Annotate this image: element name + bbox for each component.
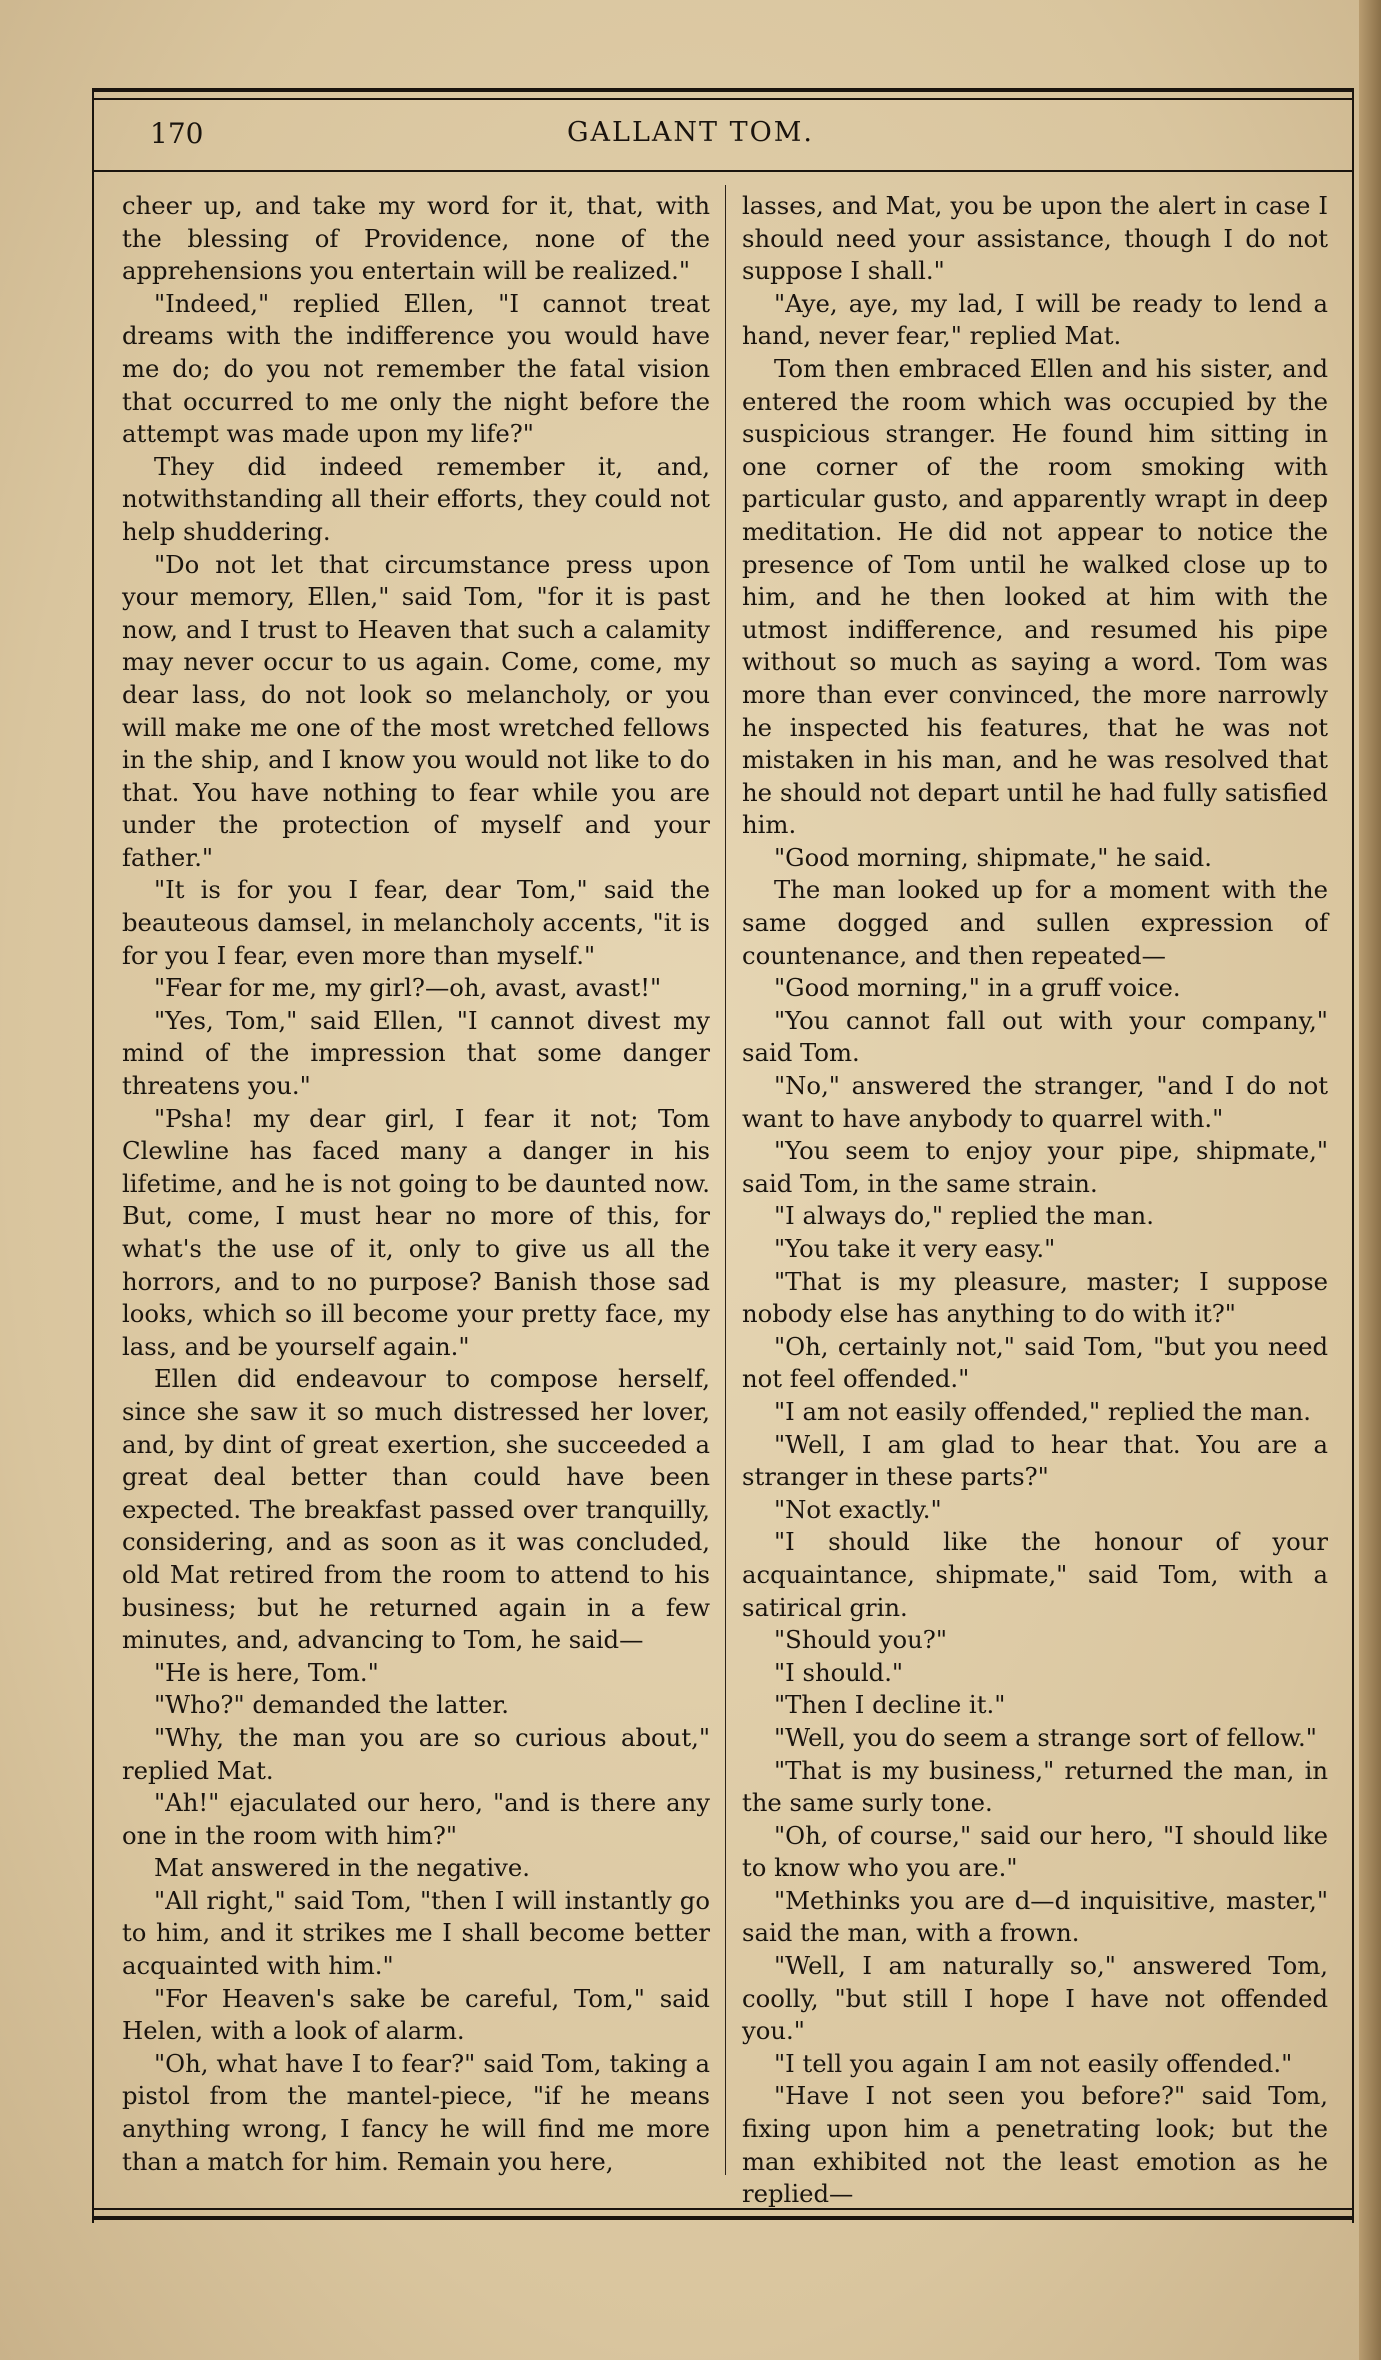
top-rule-thin <box>92 98 1354 100</box>
paragraph: "Ah!" ejaculated our hero, "and is there any one in the room with him?" <box>122 1788 710 1850</box>
paragraph: "Not exactly." <box>774 1494 942 1524</box>
paragraph: "Why, the man you are so curious about," replied Mat. <box>122 1722 710 1785</box>
paragraph: "Well, you do seem a strange sort of fellow." <box>774 1722 1317 1752</box>
paragraph: "He is here, Tom." <box>154 1657 379 1687</box>
paragraph: "Oh, certainly not," said Tom, "but you need not feel offended." <box>742 1331 1328 1394</box>
paragraph: "You seem to enjoy your pipe, shipmate," said Tom, in the same strain. <box>742 1136 1328 1198</box>
paragraph: "Methinks you are d—d inquisitive, master," said the man, with a frown. <box>742 1885 1328 1948</box>
paragraph: Mat answered in the negative. <box>154 1853 530 1883</box>
paragraph: They did indeed remember it, and, notwithstanding all their efforts, they could not help shuddering. <box>122 451 710 546</box>
paragraph: "Then I decline it." <box>774 1690 1006 1720</box>
left-border-rule <box>92 88 94 2223</box>
paragraph: "Well, I am glad to hear that. You are a stranger in these parts?" <box>742 1429 1328 1492</box>
paragraph: "Should you?" <box>774 1625 947 1655</box>
right-column <box>742 190 1328 2211</box>
left-column <box>122 190 710 2178</box>
page-number: 170 <box>150 117 204 150</box>
paragraph: "Oh, of course," said our hero, "I should like to know who you are." <box>742 1820 1328 1883</box>
paragraph: "That is my pleasure, master; I suppose nobody else has anything to do with it?" <box>742 1266 1328 1329</box>
paragraph: "Oh, what have I to fear?" said Tom, taking a pistol from the mantel-piece, "if he means anything wrong, I fancy he will find me more than a match for him. Remain you here, <box>122 2048 710 2176</box>
paragraph: "Indeed," replied Ellen, "I cannot treat dreams with the indifference you would have me do; do you not remember the fatal vision that occurred to me only the night before the attempt was made upon my life?" <box>122 288 710 449</box>
paragraph: "I should." <box>774 1657 904 1687</box>
page-edge <box>1359 0 1381 2360</box>
paragraph: "Aye, aye, my lad, I will be ready to lend a hand, never fear," replied Mat. <box>742 288 1328 351</box>
paragraph: "For Heaven's sake be careful, Tom," said Helen, with a look of alarm. <box>122 1983 710 2046</box>
paragraph: Ellen did endeavour to compose herself, since she saw it so much distressed her lover, and, by dint of great exertion, she succeeded a great deal better than could have been expected. The breakfast passed over tranquilly, considering, and as soon as it was concluded, old Mat retired from the room to attend to his business; but he returned again in a few minutes, and, advancing to Tom, he said— <box>122 1364 710 1655</box>
right-border-rule <box>1352 88 1354 2223</box>
paragraph: "I should like the honour of your acquaintance, shipmate," said Tom, with a satirical grin. <box>742 1527 1328 1622</box>
paragraph: lasses, and Mat, you be upon the alert in case I should need your assistance, though I do not suppose I shall." <box>742 191 1328 286</box>
top-rule-thick <box>92 88 1354 92</box>
paragraph: "That is my business," returned the man, in the same surly tone. <box>742 1755 1328 1818</box>
paragraph: "I tell you again I am not easily offended." <box>774 2048 1293 2078</box>
paragraph: "No," answered the stranger, "and I do not want to have anybody to quarrel with." <box>742 1071 1328 1133</box>
paragraph: "Good morning," in a gruff voice. <box>774 973 1181 1003</box>
paragraph: "Who?" demanded the latter. <box>154 1690 510 1720</box>
header-rule <box>92 170 1354 172</box>
paragraph: "Do not let that circumstance press upon your memory, Ellen," said Tom, "for it is past now, and I trust to Heaven that such a calamity may never occur to us again. Come, come, my dear lass, do not look so melancholy, or you will make me one of the most wretched fellows in the ship, and I know you would not like to do that. You have nothing to fear while you are under the protection of myself and your father." <box>122 549 710 872</box>
paragraph: "Psha! my dear girl, I fear it not; Tom Clewline has faced many a danger in his lifetime, and he is not going to be daunted now. But, come, I must hear no more of this, for what's the use of it, only to give us all the horrors, and to no purpose? Banish those sad looks, which so ill become your pretty face, my lass, and be yourself again." <box>122 1103 710 1361</box>
paragraph: "You take it very easy." <box>774 1234 1056 1263</box>
paragraph: "Have I not seen you before?" said Tom, fixing upon him a penetrating look; but the man exhibited not the least emotion as he replied— <box>742 2081 1328 2209</box>
column-divider <box>725 185 726 2175</box>
paragraph: The man looked up for a moment with the same dogged and sullen expression of countenance, and then repeated— <box>742 875 1328 970</box>
paragraph: "Fear for me, my girl?—oh, avast, avast!" <box>154 973 662 1003</box>
paragraph: "I always do," replied the man. <box>774 1201 1154 1231</box>
running-title: GALLANT TOM. <box>566 117 814 148</box>
paragraph: "I am not easily offended," replied the man. <box>774 1396 1312 1426</box>
paragraph: Tom then embraced Ellen and his sister, and entered the room which was occupied by the suspicious stranger. He found him sitting in one corner of the room smoking with particular gusto, and apparently wrapt in deep meditation. He did not appear to notice the presence of Tom until he walked close up to him, and he then looked at him with the utmost indifference, and resumed his pipe without so much as saying a word. Tom was more than ever convinced, the more narrowly he inspected his features, that he was not mistaken in his man, and he was resolved that he should not depart until he had fully satisfied him. <box>742 353 1328 840</box>
paragraph: cheer up, and take my word for it, that, with the blessing of Providence, none of the apprehensions you entertain will be realized." <box>122 191 710 286</box>
paragraph: "It is for you I fear, dear Tom," said the beauteous damsel, in melancholy accents, "it is for you I fear, even more than myself." <box>122 875 710 970</box>
paragraph: "Well, I am naturally so," answered Tom, coolly, "but still I hope I have not offended you." <box>742 1951 1328 2046</box>
paragraph: "All right," said Tom, "then I will instantly go to him, and it strikes me I shall become better acquainted with him." <box>122 1885 710 1981</box>
bottom-rule-thick <box>92 2216 1354 2220</box>
paragraph: "Yes, Tom," said Ellen, "I cannot divest my mind of the impression that some danger threatens you." <box>122 1005 710 1101</box>
paragraph: "You cannot fall out with your company," said Tom. <box>742 1005 1328 1068</box>
paragraph: "Good morning, shipmate," he said. <box>774 842 1212 872</box>
